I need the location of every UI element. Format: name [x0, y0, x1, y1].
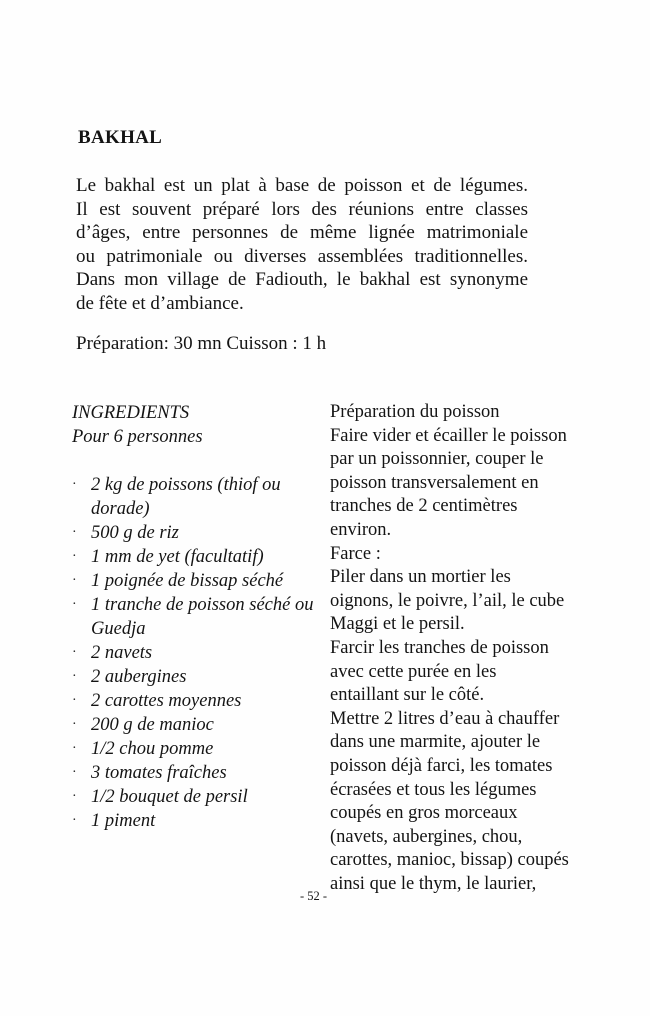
preparation-line: avec cette purée en les	[330, 661, 497, 682]
ingredients-column	[72, 401, 322, 833]
intro-line: ou patrimoniale ou diverses assemblées traditionnelles.	[76, 245, 528, 267]
preparation-line: (navets, aubergines, chou,	[330, 826, 523, 847]
ingredient-item: · 1/2 bouquet de persil	[72, 787, 248, 807]
preparation-line: par un poissonnier, couper le	[330, 449, 544, 470]
ingredient-item: · 1 poignée de bissap séché	[72, 571, 284, 591]
bullet-icon: ·	[72, 525, 77, 540]
bullet-icon: ·	[72, 645, 77, 660]
preparation-line: oignons, le poivre, l’ail, le cube	[330, 590, 565, 611]
preparation-line: Faire vider et écailler le poisson	[330, 425, 567, 446]
preparation-line: tranches de 2 centimètres	[330, 496, 518, 517]
preparation-line: coupés en gros morceaux	[330, 803, 518, 824]
bullet-icon: ·	[72, 549, 77, 564]
preparation-line: ainsi que le thym, le laurier,	[330, 873, 537, 894]
intro-line: d’âges, entre personnes de même lignée matrimoniale	[76, 222, 528, 244]
preparation-line: Piler dans un mortier les	[330, 567, 511, 588]
ingredients-list	[72, 473, 322, 833]
servings-label: Pour 6 personnes	[72, 427, 203, 447]
preparation-line: poisson déjà farci, les tomates	[330, 755, 553, 776]
recipe-timing: Préparation: 30 mn Cuisson : 1 h	[76, 333, 327, 354]
intro-line: de fête et d’ambiance.	[76, 292, 244, 314]
preparation-line: environ.	[330, 519, 392, 540]
preparation-line: dans une marmite, ajouter le	[330, 732, 541, 753]
ingredient-item: · 200 g de manioc	[72, 715, 214, 735]
bullet-icon: ·	[72, 693, 77, 708]
preparation-column	[330, 401, 592, 896]
preparation-line: écrasées et tous les légumes	[330, 779, 537, 800]
ingredient-item: · 2 carottes moyennes	[72, 691, 242, 711]
bullet-icon: ·	[72, 765, 77, 780]
recipe-title: BAKHAL	[78, 127, 163, 148]
bullet-icon: ·	[72, 573, 77, 588]
preparation-heading: Préparation du poisson	[330, 402, 500, 422]
page-number: - 52 -	[300, 889, 328, 903]
intro-line: Il est souvent préparé lors des réunions entre classes	[76, 198, 528, 220]
intro-line: Dans mon village de Fadiouth, le bakhal est synonyme	[76, 269, 528, 291]
bullet-icon: ·	[72, 669, 77, 684]
preparation-line: carottes, manioc, bissap) coupés	[330, 850, 569, 871]
ingredients-heading: INGREDIENTS	[72, 403, 190, 423]
preparation-line: poisson transversalement en	[330, 472, 539, 493]
ingredient-item: · 3 tomates fraîches	[72, 763, 227, 783]
ingredient-item: · 1 mm de yet (facultatif)	[72, 547, 264, 567]
ingredient-item: · 1/2 chou pomme	[72, 739, 214, 759]
preparation-line: entaillant sur le côté.	[330, 685, 485, 706]
bullet-icon: ·	[72, 477, 77, 492]
ingredient-item: · 1 tranche de poisson séché ou Guedja	[72, 595, 314, 639]
ingredient-item: · 2 aubergines	[72, 667, 187, 687]
bullet-icon: ·	[72, 789, 77, 804]
ingredient-item: · 500 g de riz	[72, 523, 179, 543]
bullet-icon: ·	[72, 597, 77, 612]
preparation-line: Maggi et le persil.	[330, 614, 465, 635]
bullet-icon: ·	[72, 741, 77, 756]
bullet-icon: ·	[72, 813, 77, 828]
preparation-line: Farcir les tranches de poisson	[330, 637, 549, 658]
preparation-line: Mettre 2 litres d’eau à chauffer	[330, 708, 560, 729]
recipe-intro	[76, 174, 528, 316]
farce-heading: Farce :	[330, 543, 381, 564]
ingredient-item: · 1 piment	[72, 811, 156, 831]
intro-line: Le bakhal est un plat à base de poisson et de légumes.	[76, 175, 528, 196]
ingredient-item: · 2 kg de poissons (thiof ou dorade)	[72, 475, 281, 519]
bullet-icon: ·	[72, 717, 77, 732]
ingredient-item: · 2 navets	[72, 643, 153, 663]
